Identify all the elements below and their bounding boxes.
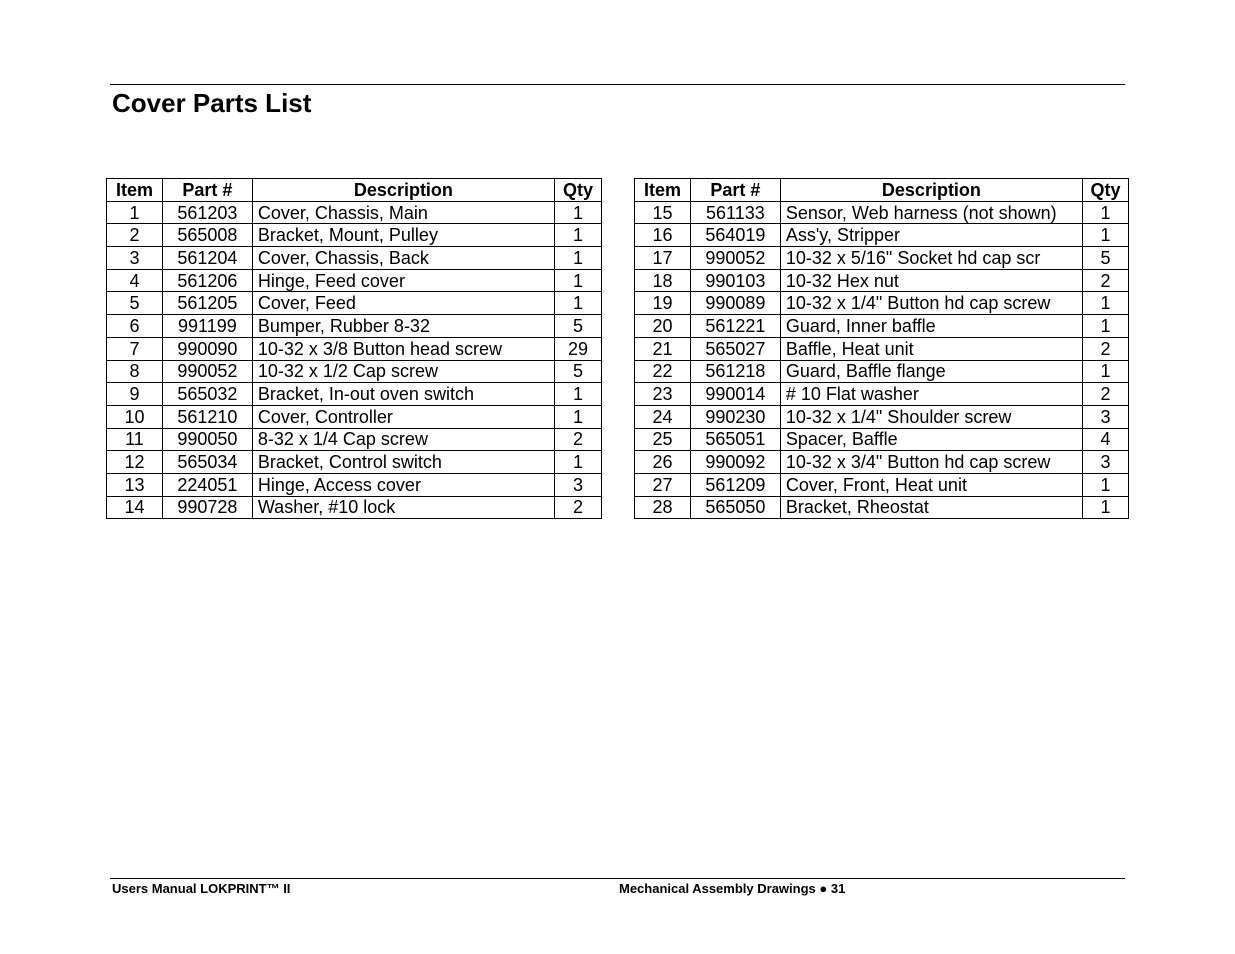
item-cell: 2 <box>107 224 163 247</box>
part-number-cell: 561204 <box>162 247 252 270</box>
qty-cell: 3 <box>555 473 602 496</box>
header-part-number: Part # <box>162 179 252 202</box>
qty-cell: 1 <box>555 201 602 224</box>
item-cell: 11 <box>107 428 163 451</box>
description-cell: Bumper, Rubber 8-32 <box>252 315 554 338</box>
description-cell: Baffle, Heat unit <box>780 337 1082 360</box>
description-cell: Cover, Chassis, Main <box>252 201 554 224</box>
header-item: Item <box>107 179 163 202</box>
description-cell: Cover, Controller <box>252 405 554 428</box>
qty-cell: 1 <box>555 292 602 315</box>
part-number-cell: 565027 <box>690 337 780 360</box>
description-cell: Bracket, In-out oven switch <box>252 383 554 406</box>
table-row <box>635 451 1129 474</box>
table-row <box>635 496 1129 519</box>
header-part-number: Part # <box>690 179 780 202</box>
table-row <box>107 224 602 247</box>
header-qty: Qty <box>1083 179 1129 202</box>
qty-cell: 1 <box>555 247 602 270</box>
part-number-cell: 990050 <box>162 428 252 451</box>
qty-cell: 2 <box>555 428 602 451</box>
table-row <box>107 360 602 383</box>
table-header-row <box>107 179 602 202</box>
description-cell: Cover, Chassis, Back <box>252 247 554 270</box>
table-row <box>107 496 602 519</box>
table-row <box>635 269 1129 292</box>
table-header-row <box>635 179 1129 202</box>
item-cell: 16 <box>635 224 691 247</box>
item-cell: 1 <box>107 201 163 224</box>
description-cell: 8-32 x 1/4 Cap screw <box>252 428 554 451</box>
description-cell: Bracket, Mount, Pulley <box>252 224 554 247</box>
part-number-cell: 990090 <box>162 337 252 360</box>
description-cell: Spacer, Baffle <box>780 428 1082 451</box>
qty-cell: 1 <box>1083 224 1129 247</box>
item-cell: 23 <box>635 383 691 406</box>
table-row <box>107 292 602 315</box>
description-cell: Cover, Feed <box>252 292 554 315</box>
part-number-cell: 561210 <box>162 405 252 428</box>
footer-rule <box>110 878 1125 879</box>
footer-manual-title: Users Manual LOKPRINT™ II <box>112 881 291 896</box>
table-row <box>635 428 1129 451</box>
parts-table-right <box>634 178 1129 519</box>
description-cell: 10-32 x 5/16" Socket hd cap scr <box>780 247 1082 270</box>
part-number-cell: 990052 <box>690 247 780 270</box>
header-description: Description <box>252 179 554 202</box>
description-cell: Cover, Front, Heat unit <box>780 473 1082 496</box>
part-number-cell: 565032 <box>162 383 252 406</box>
table-row <box>107 201 602 224</box>
top-rule <box>110 84 1125 85</box>
page-title: Cover Parts List <box>112 88 312 118</box>
table-row <box>107 315 602 338</box>
description-cell: 10-32 x 1/4" Button hd cap screw <box>780 292 1082 315</box>
item-cell: 3 <box>107 247 163 270</box>
table-row <box>107 428 602 451</box>
qty-cell: 3 <box>1083 451 1129 474</box>
item-cell: 7 <box>107 337 163 360</box>
item-cell: 15 <box>635 201 691 224</box>
table-row <box>635 201 1129 224</box>
item-cell: 13 <box>107 473 163 496</box>
item-cell: 24 <box>635 405 691 428</box>
description-cell: 10-32 x 3/8 Button head screw <box>252 337 554 360</box>
qty-cell: 1 <box>555 224 602 247</box>
table-row <box>107 405 602 428</box>
footer-section-page: Mechanical Assembly Drawings ● 31 <box>619 881 846 896</box>
table-row <box>107 247 602 270</box>
qty-cell: 1 <box>1083 292 1129 315</box>
qty-cell: 1 <box>555 451 602 474</box>
item-cell: 8 <box>107 360 163 383</box>
part-number-cell: 990014 <box>690 383 780 406</box>
header-qty: Qty <box>555 179 602 202</box>
table-row <box>107 269 602 292</box>
item-cell: 5 <box>107 292 163 315</box>
item-cell: 26 <box>635 451 691 474</box>
part-number-cell: 990089 <box>690 292 780 315</box>
part-number-cell: 561205 <box>162 292 252 315</box>
description-cell: Ass'y, Stripper <box>780 224 1082 247</box>
description-cell: 10-32 Hex nut <box>780 269 1082 292</box>
qty-cell: 5 <box>555 315 602 338</box>
item-cell: 25 <box>635 428 691 451</box>
qty-cell: 5 <box>1083 247 1129 270</box>
qty-cell: 2 <box>1083 337 1129 360</box>
qty-cell: 4 <box>1083 428 1129 451</box>
part-number-cell: 990230 <box>690 405 780 428</box>
qty-cell: 1 <box>555 405 602 428</box>
part-number-cell: 990052 <box>162 360 252 383</box>
table-row <box>107 473 602 496</box>
description-cell: Hinge, Feed cover <box>252 269 554 292</box>
part-number-cell: 991199 <box>162 315 252 338</box>
item-cell: 9 <box>107 383 163 406</box>
description-cell: Hinge, Access cover <box>252 473 554 496</box>
part-number-cell: 561206 <box>162 269 252 292</box>
description-cell: 10-32 x 1/4" Shoulder screw <box>780 405 1082 428</box>
table-row <box>635 473 1129 496</box>
table-row <box>635 360 1129 383</box>
header-description: Description <box>780 179 1082 202</box>
table-row <box>635 315 1129 338</box>
table-row <box>635 337 1129 360</box>
qty-cell: 2 <box>555 496 602 519</box>
description-cell: 10-32 x 3/4" Button hd cap screw <box>780 451 1082 474</box>
qty-cell: 2 <box>1083 269 1129 292</box>
description-cell: Bracket, Control switch <box>252 451 554 474</box>
table-row <box>635 292 1129 315</box>
description-cell: Bracket, Rheostat <box>780 496 1082 519</box>
description-cell: Guard, Inner baffle <box>780 315 1082 338</box>
table-row <box>107 383 602 406</box>
part-number-cell: 565034 <box>162 451 252 474</box>
description-cell: Guard, Baffle flange <box>780 360 1082 383</box>
qty-cell: 29 <box>555 337 602 360</box>
item-cell: 14 <box>107 496 163 519</box>
qty-cell: 2 <box>1083 383 1129 406</box>
item-cell: 6 <box>107 315 163 338</box>
description-cell: # 10 Flat washer <box>780 383 1082 406</box>
table-row <box>635 247 1129 270</box>
item-cell: 10 <box>107 405 163 428</box>
qty-cell: 1 <box>1083 473 1129 496</box>
part-number-cell: 565050 <box>690 496 780 519</box>
item-cell: 4 <box>107 269 163 292</box>
part-number-cell: 564019 <box>690 224 780 247</box>
part-number-cell: 224051 <box>162 473 252 496</box>
item-cell: 18 <box>635 269 691 292</box>
part-number-cell: 561203 <box>162 201 252 224</box>
part-number-cell: 990728 <box>162 496 252 519</box>
part-number-cell: 990103 <box>690 269 780 292</box>
item-cell: 12 <box>107 451 163 474</box>
description-cell: 10-32 x 1/2 Cap screw <box>252 360 554 383</box>
description-cell: Washer, #10 lock <box>252 496 554 519</box>
item-cell: 27 <box>635 473 691 496</box>
part-number-cell: 561209 <box>690 473 780 496</box>
part-number-cell: 990092 <box>690 451 780 474</box>
table-row <box>635 405 1129 428</box>
qty-cell: 1 <box>555 269 602 292</box>
item-cell: 22 <box>635 360 691 383</box>
qty-cell: 1 <box>1083 315 1129 338</box>
header-item: Item <box>635 179 691 202</box>
qty-cell: 3 <box>1083 405 1129 428</box>
item-cell: 19 <box>635 292 691 315</box>
qty-cell: 1 <box>1083 496 1129 519</box>
qty-cell: 1 <box>555 383 602 406</box>
item-cell: 21 <box>635 337 691 360</box>
table-row <box>107 451 602 474</box>
table-row <box>107 337 602 360</box>
part-number-cell: 561133 <box>690 201 780 224</box>
description-cell: Sensor, Web harness (not shown) <box>780 201 1082 224</box>
item-cell: 28 <box>635 496 691 519</box>
part-number-cell: 565008 <box>162 224 252 247</box>
qty-cell: 5 <box>555 360 602 383</box>
parts-table-left <box>106 178 602 519</box>
item-cell: 17 <box>635 247 691 270</box>
part-number-cell: 561221 <box>690 315 780 338</box>
item-cell: 20 <box>635 315 691 338</box>
table-row <box>635 224 1129 247</box>
qty-cell: 1 <box>1083 201 1129 224</box>
qty-cell: 1 <box>1083 360 1129 383</box>
part-number-cell: 561218 <box>690 360 780 383</box>
part-number-cell: 565051 <box>690 428 780 451</box>
table-row <box>635 383 1129 406</box>
